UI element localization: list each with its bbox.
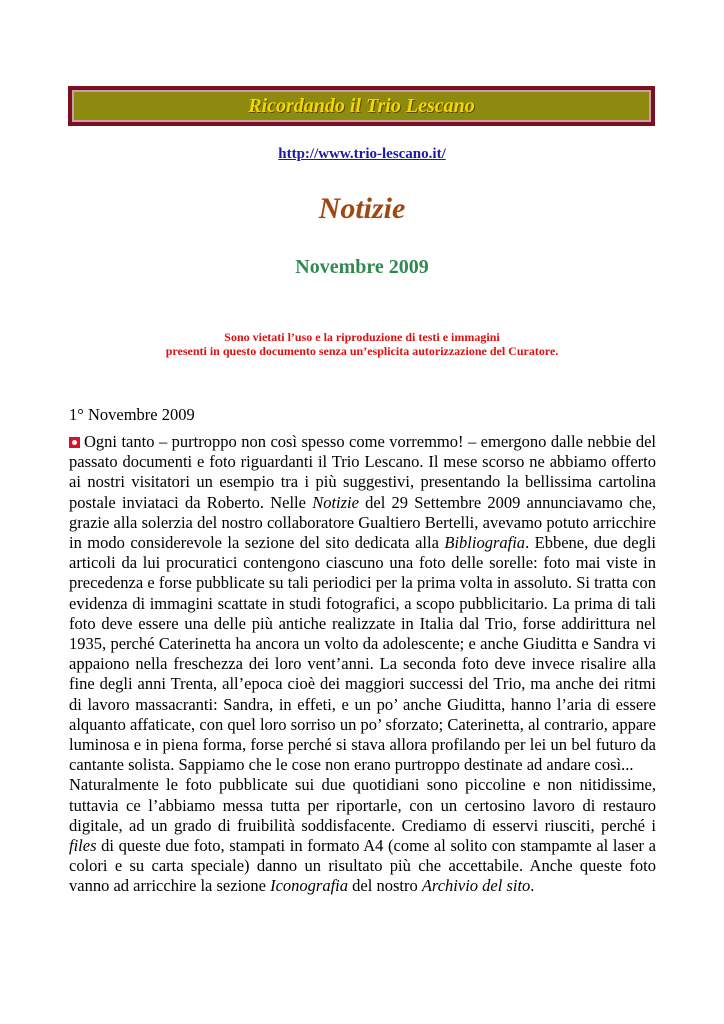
- text-run: Ogni tanto – purtroppo non così spesso come vorremmo! – emergono dalle nebbie del passato documenti e foto riguardanti il Trio Lescano. Il mese scorso ne abbiamo offerto ai nostri visitatori un esempio tra i più suggestivi, presentando la bellissima cartolina postale inviataci da Roberto. Nelle: [69, 432, 656, 512]
- text-run: Naturalmente le foto pubblicate sui due quotidiani sono piccoline e non nitidissime, tuttavia ce l’abbiamo messa tutta per riportarle, con un certosino lavoro di restauro digitale, ad un grado di fruibilità soddisfacente. Crediamo di esservi riusciti, perché i: [69, 775, 656, 835]
- italic-bibliografia: Bibliografia: [444, 533, 526, 553]
- site-url-link[interactable]: http://www.trio-lescano.it/: [278, 146, 446, 162]
- month-subtitle: Novembre 2009: [295, 256, 429, 278]
- paragraph-1: [69, 432, 656, 775]
- paragraph-2: [69, 775, 656, 896]
- italic-archivio: Archivio del sito: [421, 876, 531, 896]
- red-square-bullet-icon: [69, 437, 80, 448]
- text-run: .: [530, 876, 535, 896]
- italic-notizie: Notizie: [312, 492, 359, 512]
- warning-line-1: Sono vietati l’uso e la riproduzione di testi e immagini: [224, 330, 500, 344]
- warning-line-2: presenti in questo documento senza un’esplicita autorizzazione del Curatore.: [165, 344, 559, 358]
- header-banner-inner: [72, 90, 651, 122]
- page-title: Notizie: [318, 192, 406, 225]
- text-run: . Ebbene, due degli articoli da lui procuratici contengono ciascuno una foto delle sorelle: foto mai viste in precedenza e forse pubblicate su tali periodici per la prima volta in assoluto. Si tratta con evidenza di immagini scattate in studi fotografici, a scopo pubblicitario. La prima di tali foto deve essere una delle più antiche realizzate in Italia dal Trio, forse addirittura nel 1935, perché Caterinetta ha ancora un volto da adolescente; e anche Giuditta e Sandra vi appaiono nella freschezza dei loro vent’anni. La seconda foto deve invece risalire alla fine degli anni Trenta, all’epoca cioè dei maggiori successi del Trio, ma anche dei ritmi di lavoro massacranti: Sandra, in effeti, e un po’ anche Giuditta, hanno l’aria di essere alquanto affaticate, con quel loro sorriso un po’ sforzato; Caterinetta, al contrario, appare luminosa e in piena forma, forse perché si stava allora profilando per lei un bel futuro da cantante solista. Sappiamo che le cose non erano purtroppo destinate ad andare così...: [69, 533, 656, 775]
- italic-files: files: [69, 836, 97, 856]
- italic-iconografia: Iconografia: [270, 876, 349, 896]
- banner-title: Ricordando il Trio Lescano: [248, 94, 475, 117]
- site-url: [0, 146, 724, 163]
- header-banner: [68, 86, 655, 126]
- copyright-warning: [0, 330, 724, 358]
- text-run: del 29 Settembre 2009 annunciavamo che, grazie alla solerzia del nostro collaboratore Gualtiero Bertelli, avevamo potuto arricchire in modo considerevole la sezione del sito dedicata alla: [69, 492, 657, 553]
- article-body: [69, 432, 656, 897]
- text-run: di queste due foto, stampati in formato A4 (come al solito con stampamte al laser a colori e su carta speciale) danno un risultato più che accettabile. Anche queste foto vanno ad arricchire la sezione: [69, 836, 657, 896]
- text-run: del nostro: [352, 876, 418, 896]
- entry-date: 1° Novembre 2009: [69, 405, 195, 424]
